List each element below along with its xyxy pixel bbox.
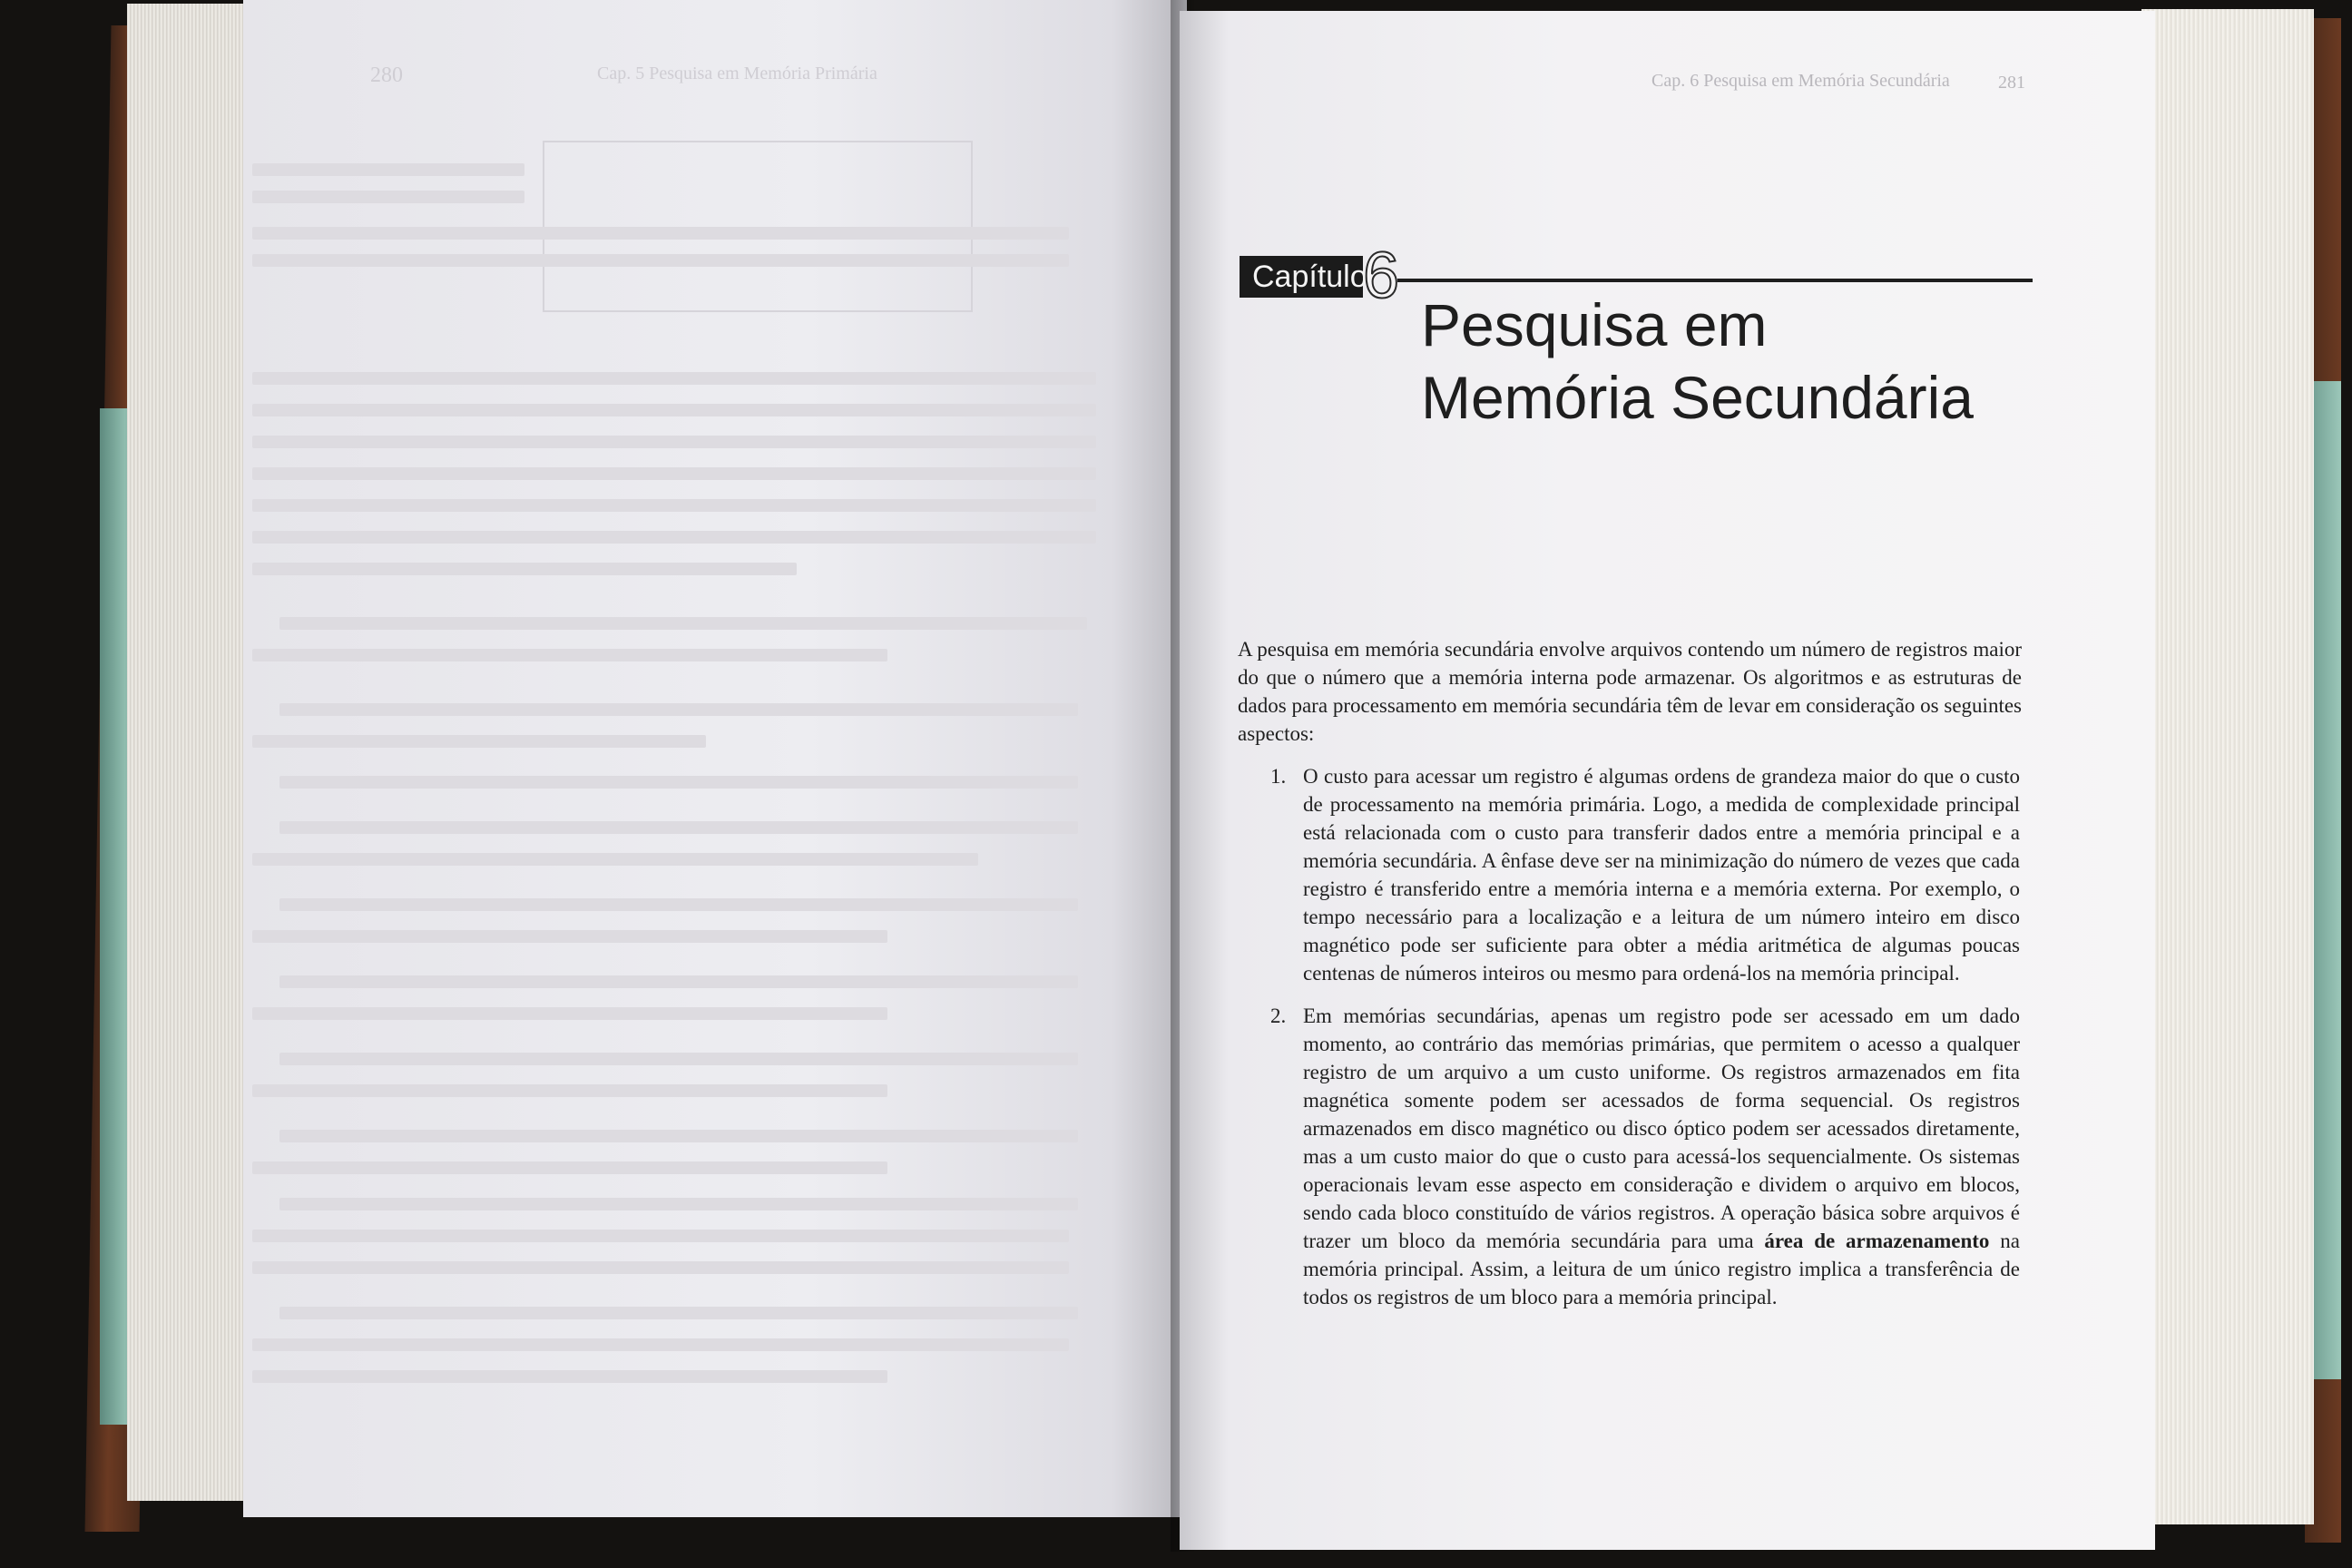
chapter-rule <box>1397 279 2033 282</box>
aspects-list <box>1270 762 2020 1326</box>
intro-paragraph: A pesquisa em memória secundária envolve arquivos contendo um número de registros maior do que o número que a memória interna pode armazenar. Os algoritmos e as estruturas de dados para processamento em memória secundária têm de levar em consideração os seguintes aspectos: <box>1238 638 2022 745</box>
list-item <box>1270 1002 2020 1311</box>
list-item-number: 1. <box>1270 765 1287 788</box>
left-page-running-head: Cap. 5 Pesquisa em Memória Primária <box>597 64 877 83</box>
left-page-page-number: 280 <box>370 64 403 87</box>
chapter-label: Capítulo <box>1240 256 1363 298</box>
book-cover-stripe-right <box>2309 381 2341 1379</box>
chapter-title-line-2: Memória Secundária <box>1421 364 1974 431</box>
chapter-title <box>1421 289 1974 434</box>
bold-term: área de armazenamento <box>1764 1230 1990 1252</box>
right-page-page-number: 281 <box>1998 73 2025 93</box>
list-item-text: Em memórias secundárias, apenas um registro pode ser acessado em um dado momento, ao contrário das memórias primárias, que permitem o acesso a qualquer registro de um arquivo a um custo uniforme. Os registros armazenados em fita magnética somente podem ser acessados de forma sequencial. Os registros armazenados em disco magnético ou disco óptico podem ser acessados diretamente, mas a um custo maior do que o custo para acessá-los sequencialmente. Os sistemas operacionais levam esse aspecto em consideração e dividem o arquivo em blocos, sendo cada bloco constituído de vários registros. A operação básica sobre arquivos é trazer um bloco da memória secundária para uma área de armazenamento na memória principal. Assim, a leitura de um único registro implica a transferência de todos os registros de um bloco para a memória principal. <box>1303 1004 2020 1308</box>
page-edges-right <box>2141 9 2314 1524</box>
left-page <box>243 0 1187 1517</box>
list-item-number: 2. <box>1270 1004 1287 1027</box>
list-item <box>1270 762 2020 987</box>
list-item-text: O custo para acessar um registro é algumas ordens de grandeza maior do que o custo de processamento na memória primária. Logo, a medida de complexidade principal está relacionada com o custo para transferir dados entre a memória principal e a memória secundária. A ênfase deve ser na minimização do número de vezes que cada registro é transferido entre a memória interna e a memória externa. Por exemplo, o tempo necessário para a localização e a leitura de um número inteiro em disco magnético pode ser suficiente para obter a média aritmética de algumas poucas centenas de números inteiros ou mesmo para ordená-los na memória principal. <box>1303 765 2020 985</box>
chapter-number: 6 <box>1363 240 1400 312</box>
chapter-title-line-1: Pesquisa em <box>1421 291 1768 358</box>
right-page-running-head: Cap. 6 Pesquisa em Memória Secundária <box>1651 71 1950 91</box>
